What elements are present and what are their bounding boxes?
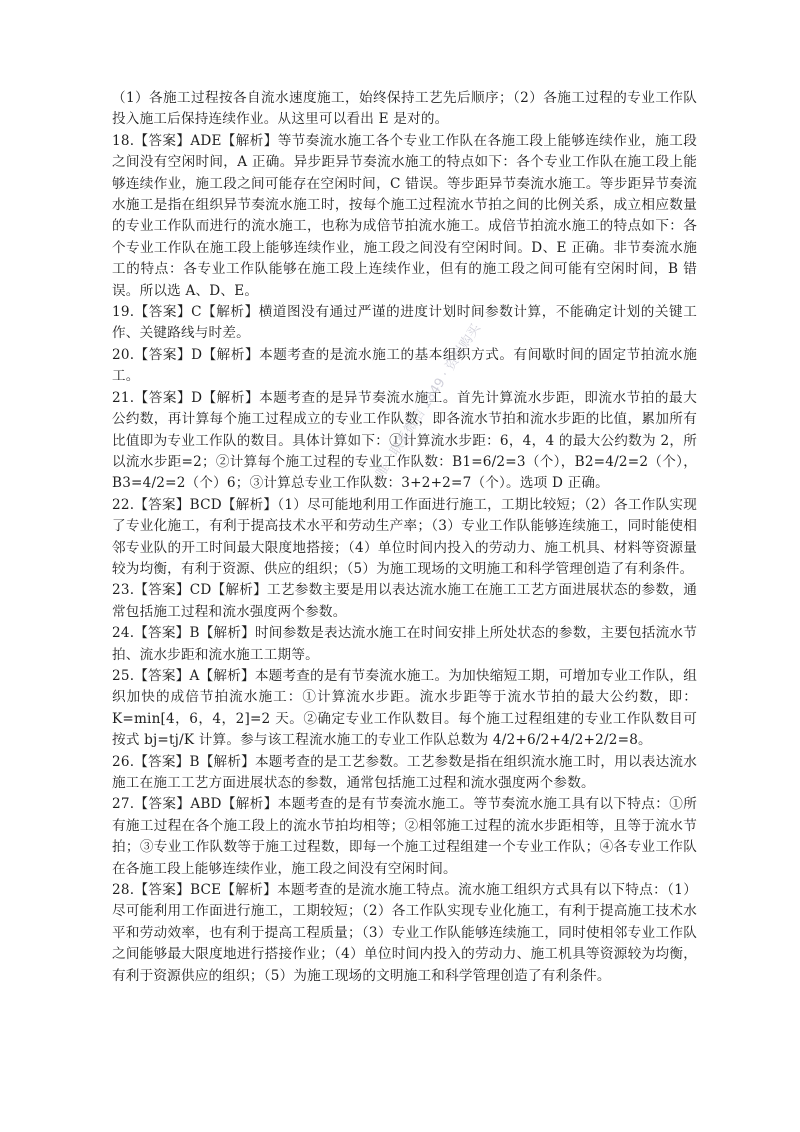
- answer-23: 23.【答案】CD【解析】工艺参数主要是用以表达流水施工在施工工艺方面进展状态的参数，通常包括施工过程和流水强度两个参数。: [112, 582, 697, 620]
- answer-27: 27.【答案】ABD【解析】本题考查的是有节奏流水施工。等节奏流水施工具有以下特点：①所有施工过程在各个施工段上的流水节拍均相等；②相邻施工过程的流水步距相等，且等于流水节拍；③专业工作队数等于施工过程数，即每一个施工过程组建一个专业工作队；④各专业工作队在各施工段上能够连续作业，施工段之间没有空闲时间。: [112, 796, 697, 877]
- answer-21: 21.【答案】D【解析】本题考查的是异节奏流水施工。首先计算流水步距，即流水节拍的最大公约数，再计算每个施工过程成立的专业工作队数，即各流水节拍和流水步距的比值，累加所有比值即为专业工作队的数目。具体计算如下：①计算流水步距：6，4，4 的最大公约数为 2，所以流水步距=2；②计算每个施工过程的专业工作队数：B1=6/2=3（个），B2=4/2=2（个），B3=4/2=2（个）6；③计算总专业工作队数：3+2+2=7（个）。选项 D 正确。: [112, 389, 697, 492]
- answer-24: 24.【答案】B【解析】时间参数是表达流水施工在时间安排上所处状态的参数，主要包括流水节拍、流水步距和流水施工工期等。: [112, 625, 697, 663]
- answer-19: 19.【答案】C【解析】横道图没有通过严谨的进度计划时间参数计算，不能确定计划的关键工作、关键路线与时差。: [112, 304, 697, 342]
- answer-28: 28.【答案】BCE【解析】本题考查的是流水施工特点。流水施工组织方式具有以下特点：（1）尽可能利用工作面进行施工，工期较短；（2）各工作队实现专业化施工，有利于提高施工技术水平和劳动效率，也有利于提高工程质量；（3）专业工作队能够连续施工，同时使相邻专业工作队之间能够最大限度地进行搭接作业；（4）单位时间内投入的劳动力、施工机具等资源较为均衡，有利于资源供应的组织；（5）为施工现场的文明施工和科学管理创造了有利条件。: [112, 882, 697, 984]
- answer-18: 18.【答案】ADE【解析】等节奏流水施工各个专业工作队在各施工段上能够连续作业，施工段之间没有空闲时间，A 正确。异步距异节奏流水施工的特点如下：各个专业工作队在施工段上能够连续作业，施工段之间可能存在空闲时间，C 错误。等步距异节奏流水施工。等步距异节奏流水施工是指在组织异节奏流水施工时，按每个施工过程流水节拍之间的比例关系，成立相应数量的专业工作队而进行的流水施工，也称为成倍节拍流水施工。成倍节拍流水施工的特点如下：各个专业工作队在施工段上能够连续作业，施工段之间没有空闲时间。D、E 正确。非节奏流水施工的特点：各专业工作队能够在施工段上连续作业，但有的施工段之间可能有空闲时间，B 错误。所以选 A、D、E。: [112, 132, 697, 299]
- answer-25: 25.【答案】A【解析】本题考查的是有节奏流水施工。为加快缩短工期，可增加专业工作队，组织加快的成倍节拍流水施工：①计算流水步距。流水步距等于流水节拍的最大公约数，即：K=min[4，6，4，2]=2 天。②确定专业工作队数目。每个施工过程组建的专业工作队数目可按式 bj=tj/K 计算。参与该工程流水施工的专业工作队总数为 4/2+6/2+4/2+2/2=8。: [112, 667, 697, 749]
- answer-20: 20.【答案】D【解析】本题考查的是流水施工的基本组织方式。有间歇时间的固定节拍流水施工。: [112, 346, 697, 385]
- answer-explanations: [112, 88, 697, 987]
- watermark: 唯一联系微信 1849 · 资料购买: [373, 321, 484, 481]
- paragraph-intro-continuation: （1）各施工过程按各自流水速度施工，始终保持工艺先后顺序；（2）各施工过程的专业工作队投入施工后保持连续作业。从这里可以看出 E 是对的。: [112, 90, 697, 128]
- answer-26: 26.【答案】B【解析】本题考查的是工艺参数。工艺参数是指在组织流水施工时，用以表达流水施工在施工工艺方面进展状态的参数，通常包括施工过程和流水强度两个参数。: [112, 753, 697, 791]
- answer-22: 22.【答案】BCD【解析】（1）尽可能地利用工作面进行施工，工期比较短；（2）各工作队实现了专业化施工，有利于提高技术水平和劳动生产率；（3）专业工作队能够连续施工，同时能使相邻专业队的开工时间最大限度地搭接；（4）单位时间内投入的劳动力、施工机具、材料等资源量较为均衡，有利于资源、供应的组织；（5）为施工现场的文明施工和科学管理创造了有利条件。: [112, 496, 697, 577]
